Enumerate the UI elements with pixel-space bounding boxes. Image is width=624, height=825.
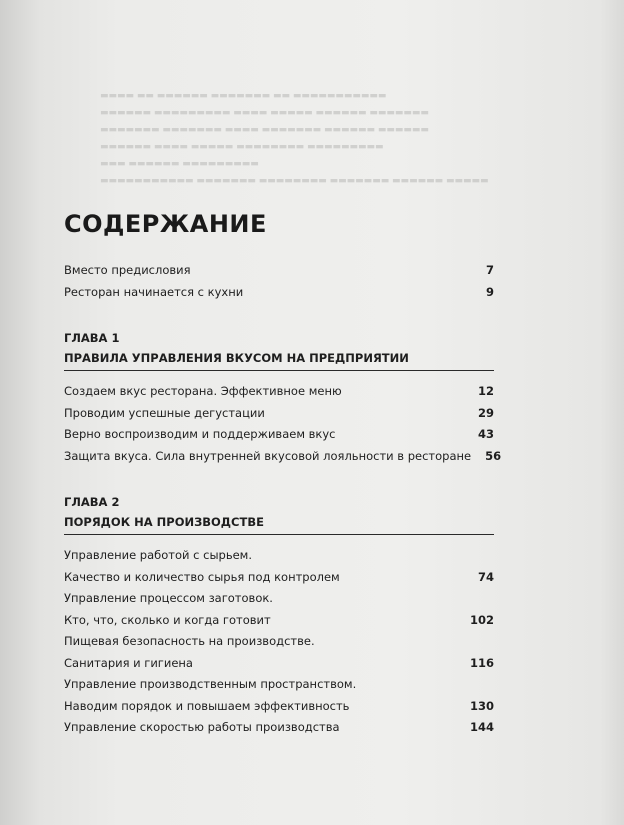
toc-entry-title: Качество и количество сырья под контролем [64, 569, 340, 584]
toc-entry-title: Управление скоростью работы производства [64, 720, 340, 734]
toc-entry-page: 7 [485, 263, 494, 277]
toc-entry-page: 12 [477, 384, 494, 398]
toc-entry-page: 74 [477, 569, 494, 584]
toc-entry-title: Управление процессом заготовок. [64, 591, 273, 605]
toc-entry-title: Ресторан начинается с кухни [64, 284, 244, 299]
toc-entry-title: Наводим порядок и повышаем эффективность [64, 698, 350, 713]
toc-entry-title: Кто, что, сколько и когда готовит [64, 612, 271, 627]
toc-entry-title: Защита вкуса. Сила внутренней вкусовой лояльности в ресторане [64, 448, 472, 463]
bleed-through-text: ▬▬▬▬ ▬▬ ▬▬▬▬▬▬ ▬▬▬▬▬▬▬ ▬▬ ▬▬▬▬▬▬▬▬▬▬▬ ▬▬▬▬▬▬ ▬▬▬▬▬▬▬▬▬ ▬▬▬▬ ▬▬▬▬▬ ▬▬▬▬▬▬ ▬▬▬▬▬▬▬ ▬▬▬▬▬▬▬ ▬▬▬▬▬▬▬ ▬▬▬▬ ▬▬▬▬▬▬▬ ▬▬▬▬▬▬ ▬▬▬▬▬▬ ▬▬▬▬▬▬ ▬▬▬▬ ▬▬▬▬▬ ▬▬▬▬▬▬▬▬ ▬▬▬▬▬▬▬▬▬ ▬▬▬ ▬▬▬▬▬▬ ▬▬▬▬▬▬▬▬▬ ▬▬▬▬▬▬▬▬▬▬▬ ▬▬▬▬▬▬▬ ▬▬▬▬▬▬▬▬ ▬▬▬▬▬▬▬ ▬▬▬▬▬▬ ▬▬▬▬▬ [100, 91, 489, 186]
chapter-2 [64, 493, 494, 739]
toc-entry-page: 130 [469, 698, 494, 713]
toc-entry[interactable] [64, 717, 494, 739]
toc-entry[interactable] [64, 446, 502, 468]
toc-entry[interactable] [64, 567, 494, 589]
toc-entry-page: 144 [469, 720, 494, 734]
toc-entry[interactable] [64, 381, 494, 403]
toc-entry[interactable] [64, 696, 494, 718]
table-of-contents [64, 210, 502, 739]
toc-entry[interactable] [64, 653, 494, 675]
page-title: СОДЕРЖАНИЕ [64, 210, 267, 238]
toc-entry-title: Верно воспроизводим и поддерживаем вкус [64, 427, 336, 441]
toc-entry-page [464, 545, 494, 567]
toc-entry[interactable] [64, 424, 494, 446]
toc-entry-page [464, 588, 494, 610]
toc-entry-page: 29 [477, 405, 494, 420]
toc-entry-title: Проводим успешные дегустации [64, 405, 265, 420]
toc-entry[interactable] [64, 631, 494, 653]
chapter-1 [64, 329, 502, 467]
toc-entry-page: 116 [469, 655, 494, 670]
toc-entry-page: 56 [485, 448, 502, 463]
toc-entry[interactable] [64, 545, 494, 567]
chapter-label: ГЛАВА 1 [64, 331, 120, 345]
toc-entry[interactable] [64, 282, 494, 304]
toc-entry-page: 9 [485, 284, 494, 299]
toc-entry[interactable] [64, 610, 494, 632]
toc-entry-page [464, 674, 494, 696]
toc-entry-title: Управление работой с сырьем. [64, 548, 253, 562]
toc-entry-title: Вместо предисловия [64, 263, 191, 277]
toc-entry-title: Санитария и гигиена [64, 655, 193, 670]
chapter-label: ГЛАВА 2 [64, 495, 120, 509]
toc-entry[interactable] [64, 403, 494, 425]
toc-entry-page [464, 631, 494, 653]
chapter-title: ПРАВИЛА УПРАВЛЕНИЯ ВКУСОМ НА ПРЕДПРИЯТИИ [64, 348, 494, 371]
toc-entry-page: 43 [477, 427, 494, 441]
toc-entry-page: 102 [469, 612, 494, 627]
chapter-title: ПОРЯДОК НА ПРОИЗВОДСТВЕ [64, 512, 494, 535]
toc-entry[interactable] [64, 260, 494, 282]
toc-entry[interactable] [64, 588, 494, 610]
toc-entry-title: Управление производственным пространством. [64, 677, 357, 691]
toc-entry-title: Пищевая безопасность на производстве. [64, 634, 315, 648]
toc-entry[interactable] [64, 674, 494, 696]
toc-entry-title: Создаем вкус ресторана. Эффективное меню [64, 384, 342, 398]
